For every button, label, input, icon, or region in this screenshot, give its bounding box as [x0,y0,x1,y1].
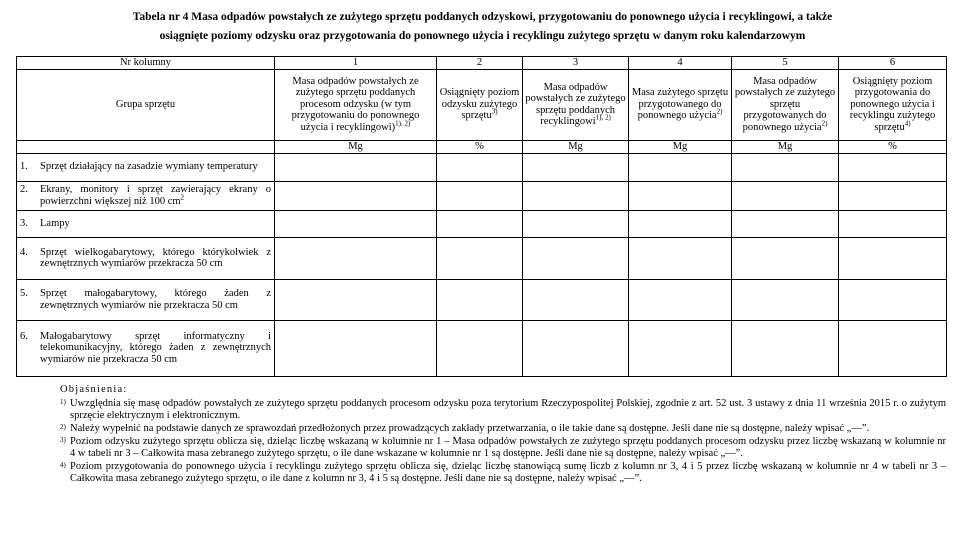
category-name: Lampy [40,217,70,229]
waste-mass-table [16,56,947,377]
data-cell[interactable] [437,181,523,210]
unit-row [17,140,947,153]
data-cell[interactable] [732,237,839,279]
explanatory-notes [60,384,946,486]
data-cell[interactable] [839,153,947,181]
document-title [0,8,965,46]
data-cell[interactable] [523,181,629,210]
data-cell[interactable] [629,279,732,320]
category-name: Sprzęt działający na zasadzie wymiany temperatury [40,161,258,173]
data-cell[interactable] [629,320,732,376]
table-row [17,153,947,181]
data-cell[interactable] [629,210,732,237]
category-number: 2. [20,184,28,195]
unit-5: Mg [732,140,839,153]
unit-1: Mg [275,140,437,153]
category-name: Ekrany, monitory i sprzęt zawierający ekrany o powierzchni większej niż 100 cm [40,184,271,207]
unit-blank-cell [17,140,275,153]
category-name: Sprzęt wielkogabarytowy, którego którykolwiek z zewnętrznych wymiarów przekracza 50 cm [40,246,271,269]
footnote-marker: 3) [60,436,66,444]
category-cell [17,279,275,320]
title-line-2: osiągnięte poziomy odzysku oraz przygotowania do ponownego użycia i recyklingu zużytego sprzętu w danym roku kalendarzowym [159,30,806,42]
unit-3: Mg [523,140,629,153]
data-cell[interactable] [839,181,947,210]
unit-6: % [839,140,947,153]
unit-2: % [437,140,523,153]
column-header-4: Masa zużytego sprzętu przygotowanego do ponownego użycia$^{2)}$ [629,69,732,140]
footnote-marker: 2) [60,423,66,431]
footnote-text: Poziom odzysku zużytego sprzętu oblicza się, dzieląc liczbę wskazaną w kolumnie nr 1 – Masa odpadów powstałych ze zużytego sprzętu poddanych procesom odzysku przez liczbę wskazaną w kolumnie nr 4 w tabeli nr 3 – Całkowita masa zebranego zużytego sprzętu, o ile dane wskazane w kolumnie nr 1 są dostępne. Jeśli dane nie są dostępne, należy wpisać „—”. [70,436,946,459]
data-cell[interactable] [437,153,523,181]
data-cell[interactable] [275,153,437,181]
data-cell[interactable] [629,181,732,210]
column-number-4: 4 [629,57,732,70]
footnote-text: Uwzględnia się masę odpadów powstałych ze zużytego sprzętu poddanych procesom odzysku poza terytorium Rzeczypospolitej Polskiej, zgodnie z art. 52 ust. 3 ustawy z dnia 11 września 2015 r. o zużytym sprzęcie elektrycznym i elektronicznym. [70,398,946,421]
data-cell[interactable] [732,279,839,320]
data-cell[interactable] [839,320,947,376]
column-number-2: 2 [437,57,523,70]
data-cell[interactable] [629,153,732,181]
data-cell[interactable] [629,237,732,279]
footnote [60,436,946,460]
category-number: 3. [20,217,28,229]
footnote-marker: 1) [60,398,66,406]
footnote [60,398,946,422]
column-number-5: 5 [732,57,839,70]
footnote [60,423,946,435]
category-cell [17,153,275,181]
column-header-6: Osiągnięty poziom przygotowania do ponownego użycia i recyklingu zużytego sprzętu$^{4)}$ [839,69,947,140]
table-row [17,279,947,320]
data-cell[interactable] [437,320,523,376]
column-number-label: Nr kolumny [17,57,275,70]
category-number: 6. [20,330,28,342]
data-cell[interactable] [523,279,629,320]
category-cell [17,210,275,237]
table-row [17,181,947,210]
column-number-row [17,57,947,70]
notes-heading: Objaśnienia: [60,384,128,395]
data-cell[interactable] [275,181,437,210]
data-cell[interactable] [437,237,523,279]
data-cell[interactable] [523,153,629,181]
column-number-3: 3 [523,57,629,70]
table-row [17,210,947,237]
title-line-1: Tabela nr 4 Masa odpadów powstałych ze zużytego sprzętu poddanych odzyskowi, przygotowaniu do ponownego użycia i recyklingowi, a także [132,11,833,23]
category-name: Małogabarytowy sprzęt informatyczny i telekomunikacyjny, którego żaden z zewnętrznych wymiarów nie przekracza 50 cm [40,330,271,365]
data-cell[interactable] [732,320,839,376]
table-row [17,237,947,279]
table-row [17,320,947,376]
data-cell[interactable] [275,279,437,320]
footnote-text: Należy wypełnić na podstawie danych ze sprawozdań przedłożonych przez prowadzących zakłady przetwarzania, o ile takie dane są dostępne. Jeśli dane nie są dostępne, należy wpisać „—”. [70,423,870,434]
category-number: 1. [20,161,28,173]
data-cell[interactable] [523,210,629,237]
data-cell[interactable] [437,279,523,320]
data-cell[interactable] [732,181,839,210]
unit-4: Mg [629,140,732,153]
footnote-text: Poziom przygotowania do ponownego użycia i recyklingu zużytego sprzętu oblicza się, dzieląc liczbę stanowiącą sumę liczb z kolumn nr 3, 4 i 5 przez liczbę wskazaną w kolumnie nr 4 w tabeli nr 3 – Całkowita masa zebranego zużytego sprzętu, o ile dane z kolumn nr 3, 4 i 5 są dostępne. Jeśli dane nie są dostępne, należy wpisać „—”. [70,461,946,484]
data-cell[interactable] [275,320,437,376]
column-number-1: 1 [275,57,437,70]
category-number: 5. [20,288,28,299]
data-cell[interactable] [839,237,947,279]
data-cell[interactable] [839,210,947,237]
column-header-1: Masa odpadów powstałych ze zużytego sprzętu poddanych procesom odzysku (w tym przygotowaniu do ponownego użycia i recyklingowi)$^{1), 2)}$ [275,69,437,140]
data-cell[interactable] [437,210,523,237]
footnote-marker: 4) [60,461,66,469]
group-header: Grupa sprzętu [17,69,275,140]
data-cell[interactable] [839,279,947,320]
data-cell[interactable] [523,237,629,279]
data-cell[interactable] [523,320,629,376]
column-header-row [17,69,947,140]
column-header-2: Osiągnięty poziom odzysku zużytego sprzętu$^{3)}$ [437,69,523,140]
column-header-5: Masa odpadów powstałych ze zużytego sprzętu przygotowanych do ponownego użycia$^{2)}$ [732,69,839,140]
category-cell: 2. Ekrany, monitory i sprzęt zawierający ekrany o powierzchni większej niż 100 $cm^2$ [17,181,275,210]
data-cell[interactable] [732,153,839,181]
data-cell[interactable] [275,237,437,279]
category-name: Sprzęt małogabarytowy, którego żaden z zewnętrznych wymiarów nie przekracza 50 cm [40,288,271,311]
category-cell [17,237,275,279]
category-number: 4. [20,246,28,258]
footnote [60,461,946,485]
column-header-3: Masa odpadów powstałych ze zużytego sprzętu poddanych recyklingowi$^{1), 2)}$ [523,69,629,140]
category-cell [17,320,275,376]
data-cell[interactable] [732,210,839,237]
column-number-6: 6 [839,57,947,70]
data-cell[interactable] [275,210,437,237]
